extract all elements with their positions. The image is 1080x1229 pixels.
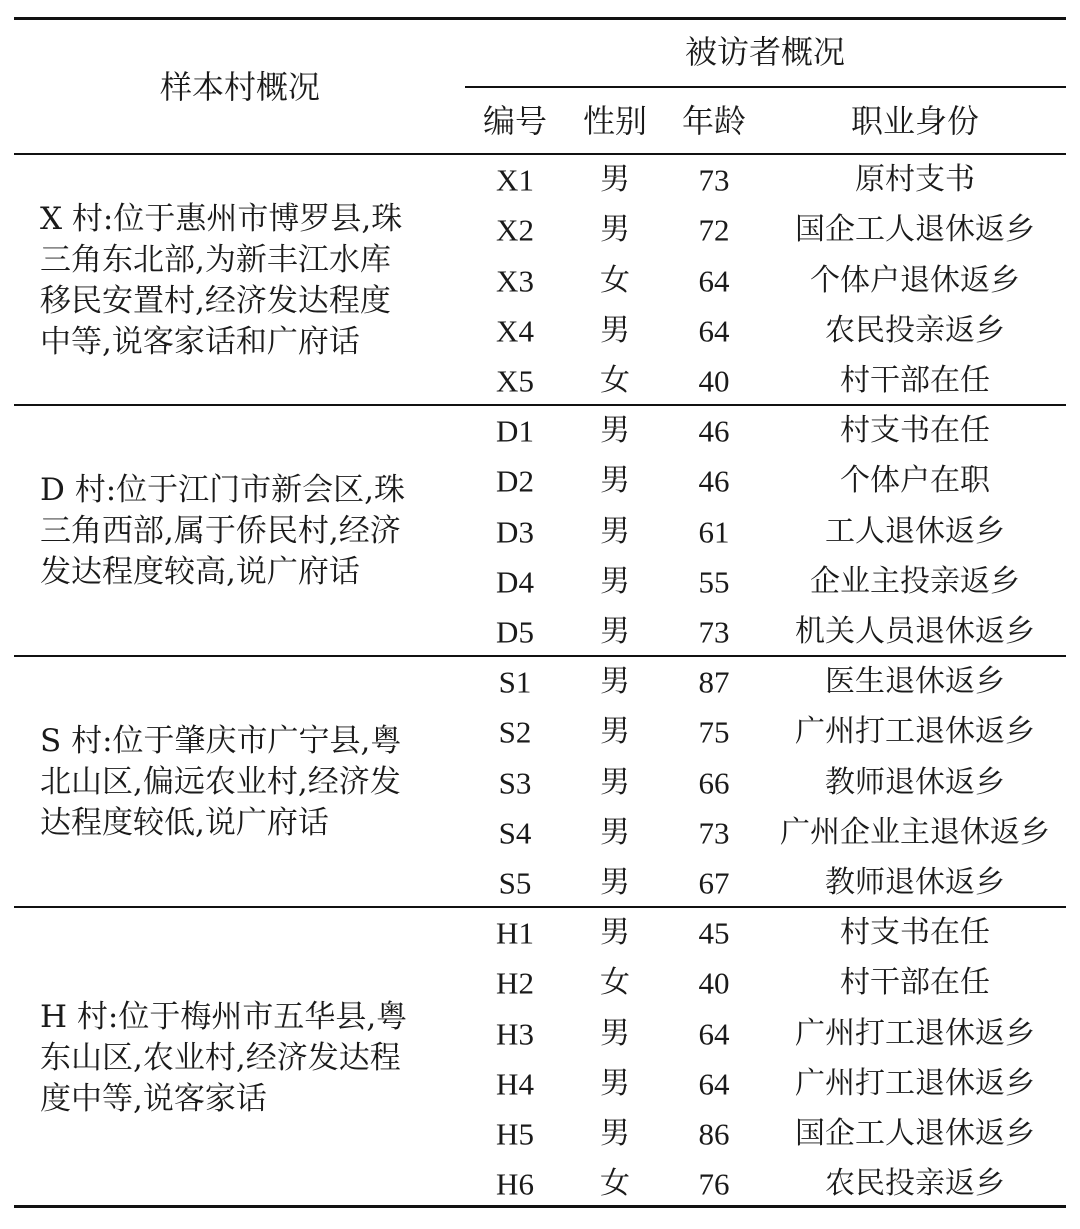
header-respondents: 被访者概况 bbox=[684, 33, 846, 71]
village-description-line: 三角东北部,为新丰江水库 bbox=[40, 241, 391, 278]
respondent-id: S2 bbox=[498, 714, 532, 750]
village-description-line: D 村:位于江门市新会区,珠 bbox=[40, 472, 406, 508]
respondent-occupation: 机关人员退休返乡 bbox=[795, 613, 1035, 649]
respondent-occupation: 农民投亲返乡 bbox=[825, 1166, 1005, 1202]
respondent-occupation: 企业主投亲返乡 bbox=[810, 563, 1020, 599]
respondent-occupation: 村干部在任 bbox=[840, 965, 990, 1001]
respondent-id: S1 bbox=[498, 664, 532, 700]
respondent-occupation: 国企工人退休返乡 bbox=[795, 1115, 1035, 1151]
respondent-occupation: 广州打工退休返乡 bbox=[795, 1015, 1035, 1051]
respondent-id: H5 bbox=[496, 1116, 534, 1152]
respondent-id: X1 bbox=[496, 162, 534, 198]
respondent-sex: 男 bbox=[600, 613, 630, 649]
respondent-occupation: 原村支书 bbox=[855, 162, 975, 198]
respondent-sex: 男 bbox=[600, 162, 630, 198]
subheader-rule bbox=[465, 86, 1066, 88]
respondent-id: H6 bbox=[496, 1166, 534, 1202]
respondent-occupation: 教师退休返乡 bbox=[825, 764, 1005, 800]
respondent-id: D1 bbox=[496, 413, 534, 449]
header-col-id: 编号 bbox=[482, 102, 548, 140]
respondent-age: 40 bbox=[698, 965, 730, 1001]
village-description-line: 度中等,说客家话 bbox=[40, 1081, 267, 1118]
respondent-id: H2 bbox=[496, 965, 534, 1001]
respondent-age: 73 bbox=[698, 614, 730, 650]
respondent-age: 72 bbox=[698, 212, 730, 248]
respondent-age: 64 bbox=[698, 313, 730, 349]
village-description-line: 三角西部,属于侨民村,经济 bbox=[40, 513, 401, 549]
village-description-line: 达程度较低,说广府话 bbox=[40, 805, 329, 841]
respondent-id: S5 bbox=[498, 865, 532, 901]
respondent-id: H3 bbox=[496, 1016, 534, 1051]
respondent-id: D2 bbox=[496, 463, 534, 499]
group-rule-d-s bbox=[14, 655, 1066, 657]
respondent-age: 40 bbox=[698, 363, 730, 399]
village-description-line: 北山区,偏远农业村,经济发 bbox=[40, 764, 401, 800]
respondent-id: D4 bbox=[496, 564, 534, 600]
respondent-occupation: 医生退休返乡 bbox=[825, 664, 1005, 700]
respondent-occupation: 农民投亲返乡 bbox=[825, 312, 1005, 348]
respondent-age: 75 bbox=[698, 714, 730, 750]
respondent-id: S4 bbox=[498, 815, 532, 851]
respondent-age: 46 bbox=[698, 463, 730, 499]
header-rule bbox=[14, 153, 1066, 155]
respondent-age: 87 bbox=[698, 664, 730, 700]
respondent-id: H4 bbox=[496, 1066, 534, 1102]
village-description-line: X 村:位于惠州市博罗县,珠 bbox=[40, 200, 403, 237]
respondent-occupation: 工人退休返乡 bbox=[825, 513, 1005, 549]
respondent-occupation: 国企工人退休返乡 bbox=[795, 212, 1035, 248]
respondent-age: 55 bbox=[698, 564, 730, 600]
respondent-sex: 男 bbox=[600, 915, 630, 951]
respondent-sex: 男 bbox=[600, 714, 630, 750]
respondent-id: X3 bbox=[496, 263, 534, 298]
header-col-sex: 性别 bbox=[582, 102, 648, 140]
respondent-age: 73 bbox=[698, 162, 730, 198]
respondent-occupation: 教师退休返乡 bbox=[825, 864, 1005, 900]
respondent-id: H1 bbox=[496, 915, 534, 951]
respondent-sex: 男 bbox=[600, 413, 630, 449]
respondent-id: X4 bbox=[496, 313, 534, 349]
respondent-sex: 男 bbox=[600, 212, 630, 248]
respondent-occupation: 广州打工退休返乡 bbox=[795, 1065, 1035, 1101]
respondent-age: 76 bbox=[698, 1166, 730, 1202]
village-description-line: 移民安置村,经济发达程度 bbox=[40, 282, 391, 319]
respondent-age: 67 bbox=[698, 865, 730, 901]
bottom-rule bbox=[14, 1205, 1066, 1208]
respondent-occupation: 村干部在任 bbox=[840, 362, 990, 398]
group-rule-s-h bbox=[14, 906, 1066, 908]
respondent-sex: 男 bbox=[600, 664, 630, 700]
respondent-sex: 女 bbox=[600, 362, 630, 398]
respondent-sex: 男 bbox=[600, 1115, 630, 1151]
village-description bbox=[40, 199, 450, 363]
respondent-id: X2 bbox=[496, 212, 534, 248]
respondent-id: D5 bbox=[496, 614, 534, 650]
respondent-occupation: 广州打工退休返乡 bbox=[795, 714, 1035, 750]
village-description-line: 中等,说客家话和广府话 bbox=[40, 323, 360, 360]
respondent-sex: 男 bbox=[600, 312, 630, 348]
respondent-occupation: 广州企业主退休返乡 bbox=[780, 814, 1050, 850]
respondent-age: 66 bbox=[698, 765, 730, 800]
group-rule-x-d bbox=[14, 404, 1066, 406]
respondent-id: D3 bbox=[496, 514, 534, 549]
respondent-sex: 男 bbox=[600, 764, 630, 800]
respondent-occupation: 村支书在任 bbox=[840, 915, 990, 951]
respondent-occupation: 村支书在任 bbox=[840, 413, 990, 449]
village-description bbox=[40, 470, 450, 593]
respondent-sex: 男 bbox=[600, 1065, 630, 1101]
respondent-age: 73 bbox=[698, 815, 730, 851]
respondent-sex: 女 bbox=[600, 965, 630, 1001]
respondent-sex: 男 bbox=[600, 563, 630, 599]
respondent-age: 46 bbox=[698, 413, 730, 449]
respondent-sex: 男 bbox=[600, 463, 630, 499]
top-rule bbox=[14, 17, 1066, 20]
respondent-sex: 男 bbox=[600, 814, 630, 850]
respondent-occupation: 个体户退休返乡 bbox=[810, 262, 1020, 298]
village-description-line: 东山区,农业村,经济发达程 bbox=[40, 1040, 401, 1077]
respondent-age: 64 bbox=[698, 263, 730, 298]
header-sample-village: 样本村概况 bbox=[159, 68, 321, 106]
respondent-sex: 女 bbox=[600, 1166, 630, 1202]
village-description-line: S 村:位于肇庆市广宁县,粤 bbox=[40, 723, 402, 759]
respondent-id: S3 bbox=[498, 765, 532, 800]
respondent-occupation: 个体户在职 bbox=[840, 463, 990, 499]
respondent-age: 61 bbox=[698, 514, 730, 549]
respondent-age: 64 bbox=[698, 1016, 730, 1051]
respondent-age: 86 bbox=[698, 1116, 730, 1152]
respondent-sex: 男 bbox=[600, 864, 630, 900]
respondent-age: 64 bbox=[698, 1066, 730, 1102]
header-col-occupation: 职业身份 bbox=[850, 102, 980, 140]
village-description bbox=[40, 721, 450, 844]
village-description bbox=[40, 997, 450, 1120]
respondent-sex: 男 bbox=[600, 513, 630, 549]
village-description-line: 发达程度较高,说广府话 bbox=[40, 554, 360, 590]
respondent-id: X5 bbox=[496, 363, 534, 399]
respondent-age: 45 bbox=[698, 915, 730, 951]
header-col-age: 年龄 bbox=[681, 102, 747, 140]
respondent-sex: 男 bbox=[600, 1015, 630, 1051]
respondent-sex: 女 bbox=[600, 262, 630, 298]
village-description-line: H 村:位于梅州市五华县,粤 bbox=[40, 999, 408, 1036]
